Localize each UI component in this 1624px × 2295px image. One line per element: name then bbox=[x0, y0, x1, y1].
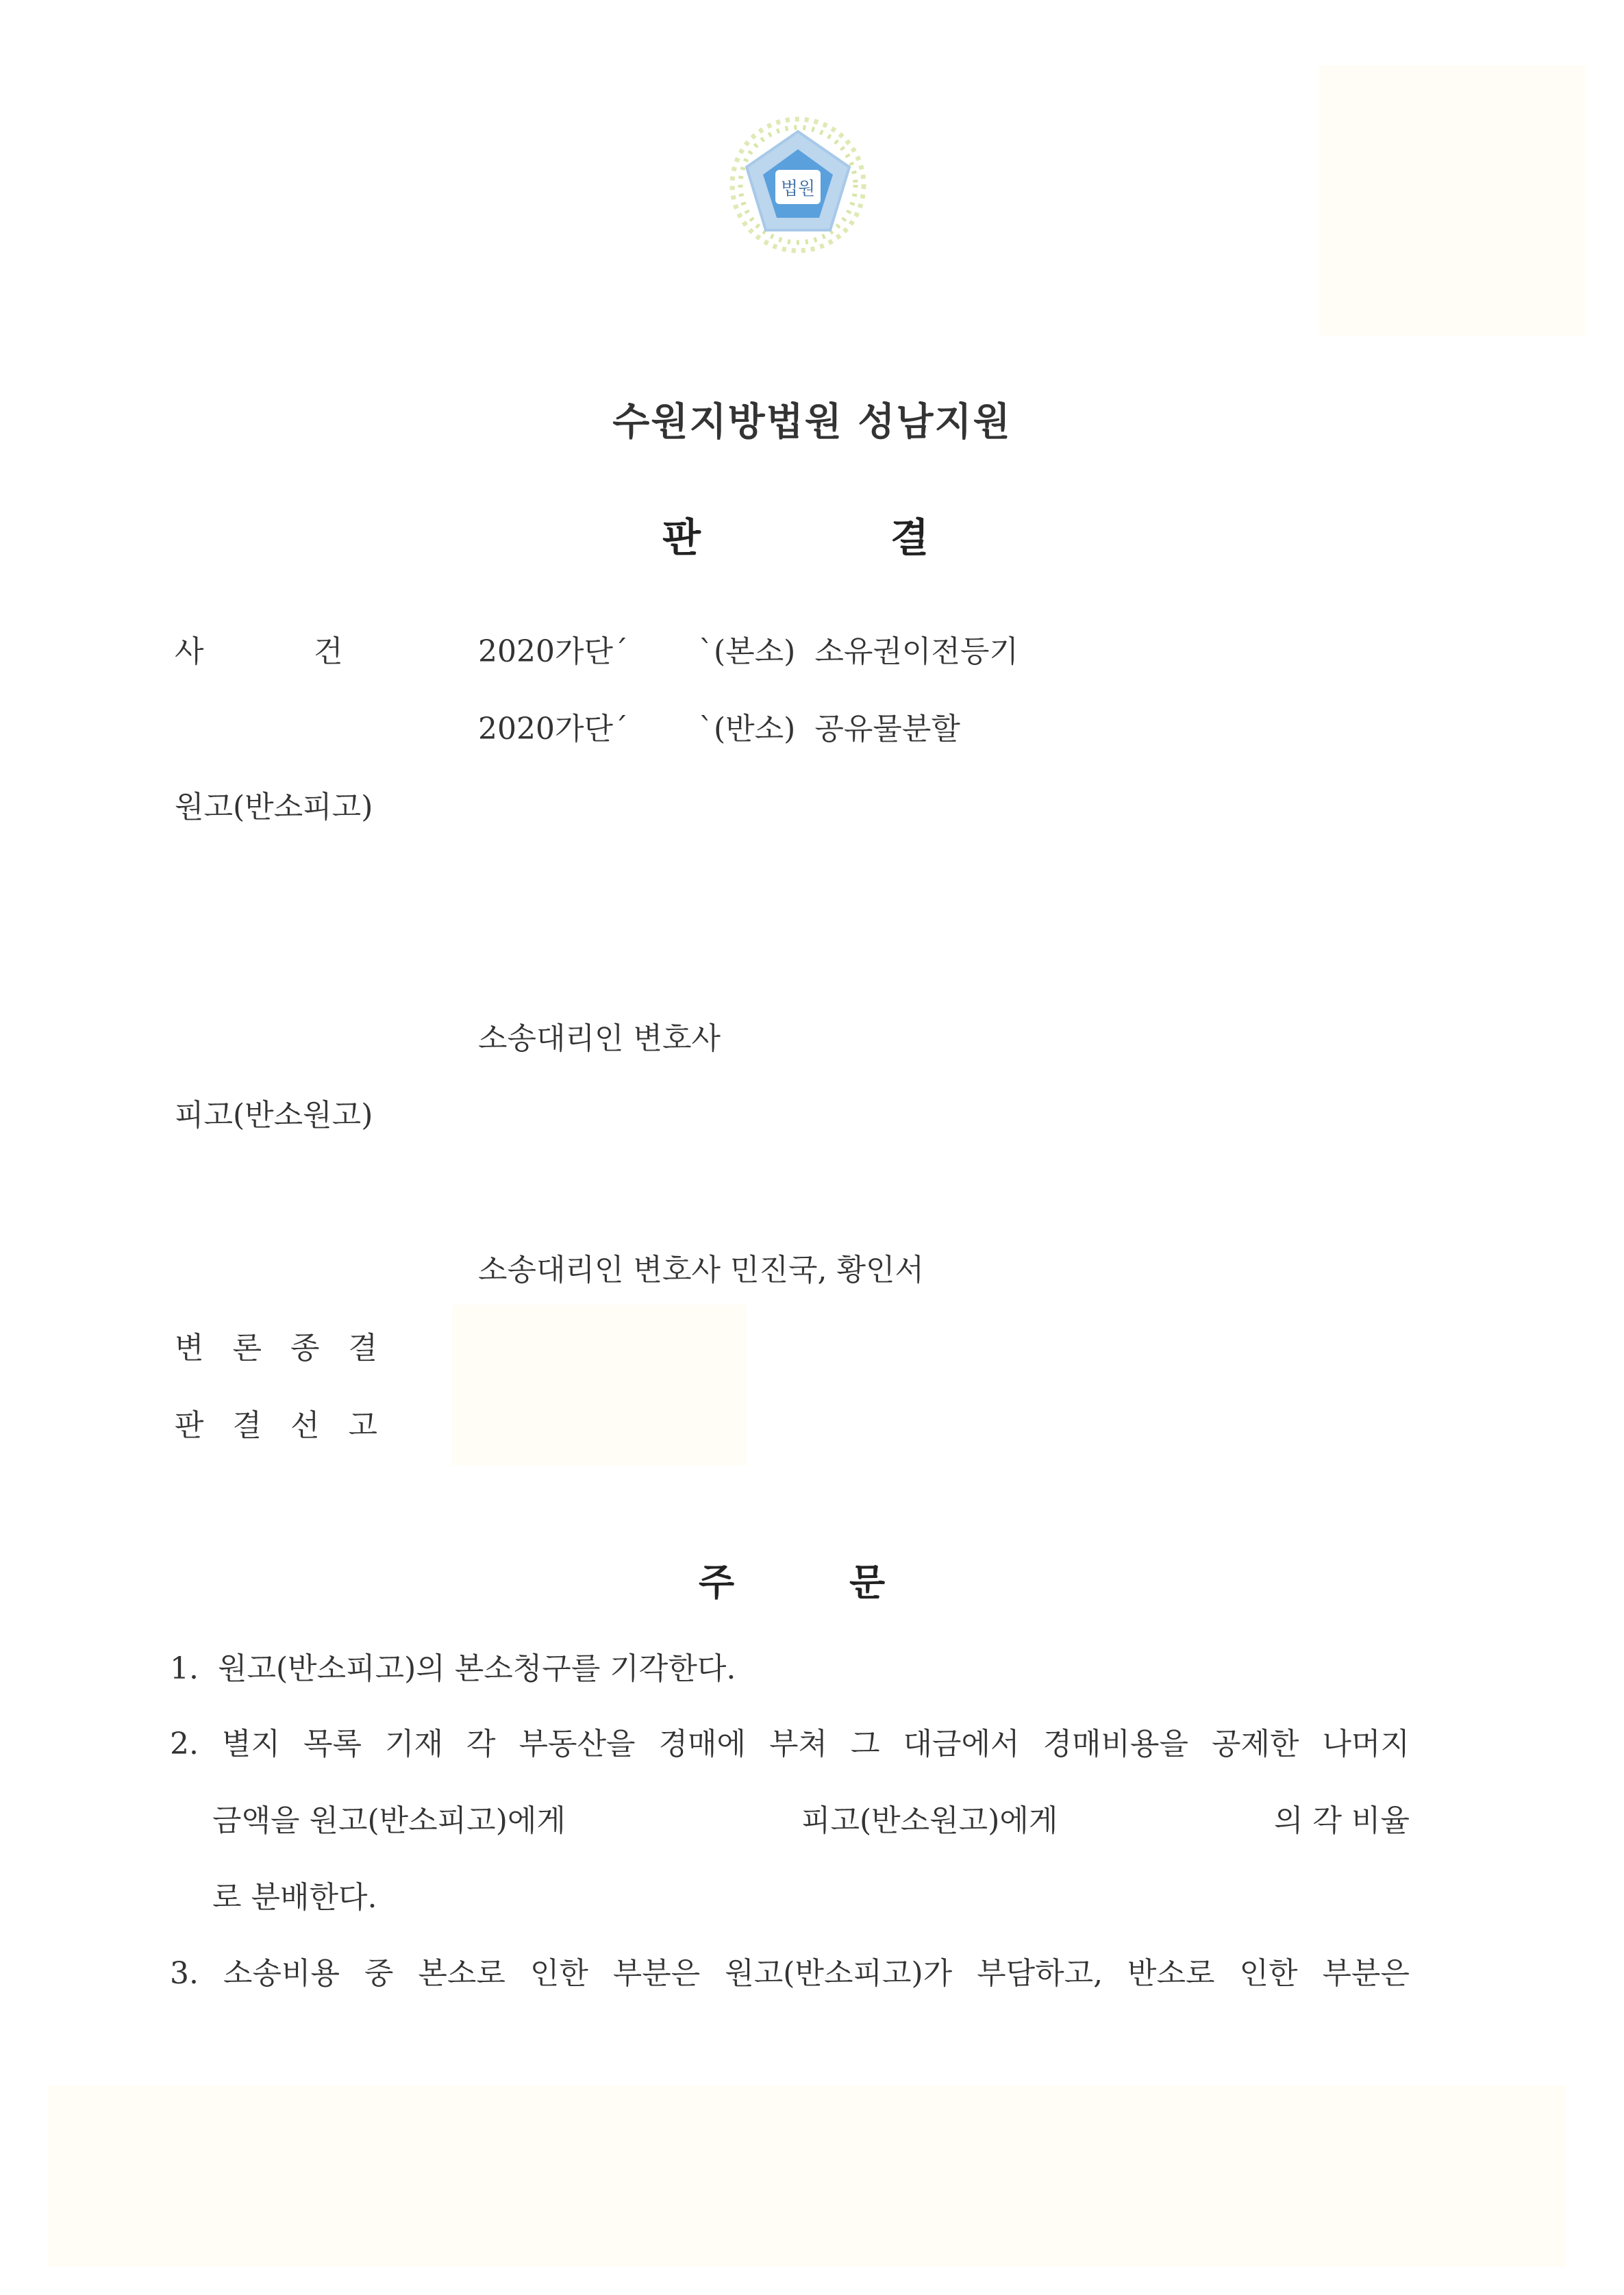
order-item-2-line-1: 2. 별지 목록 기재 각 부동산을 경매에 부쳐 그 대금에서 경매비용을 공제한 나머지 bbox=[170, 1727, 1410, 1761]
case-line1-rest: `(본소) 소유권이전등기 bbox=[699, 634, 1019, 669]
defendant-label: 피고(반소원고) bbox=[175, 1098, 373, 1133]
order-item-2-line-2a: 금액을 원고(반소피고)에게 bbox=[212, 1803, 566, 1838]
plaintiff-label: 원고(반소피고) bbox=[175, 790, 373, 825]
case-line2-rest: `(반소) 공유물분할 bbox=[699, 712, 960, 747]
order-item-3-line-1: 3. 소송비용 중 본소로 인한 부분은 원고(반소피고)가 부담하고, 반소로 인한 부분은 bbox=[170, 1956, 1410, 1991]
redaction-top-right bbox=[1319, 65, 1586, 336]
defendant-counsel: 소송대리인 변호사 민진국, 황인서 bbox=[478, 1253, 924, 1288]
closing-label: 변 론 종 결 bbox=[175, 1331, 387, 1366]
case-line1-no: 2020가단´ bbox=[478, 634, 628, 669]
case-label-right: 건 bbox=[314, 634, 343, 669]
plaintiff-counsel: 소송대리인 변호사 bbox=[478, 1021, 721, 1056]
doc-title-left: 판 bbox=[662, 514, 701, 561]
seal-text: 법원 bbox=[780, 179, 816, 199]
redaction-footer bbox=[48, 2085, 1565, 2267]
judgment-label: 판 결 선 고 bbox=[175, 1408, 387, 1443]
case-label-left: 사 bbox=[175, 634, 204, 669]
order-item-1: 1. 원고(반소피고)의 본소청구를 기각한다. bbox=[170, 1651, 736, 1686]
case-line2-no: 2020가단´ bbox=[478, 712, 628, 747]
order-item-2-line-3: 로 분배한다. bbox=[212, 1880, 377, 1915]
order-title-left: 주 bbox=[699, 1561, 735, 1604]
redaction-dates bbox=[452, 1305, 747, 1466]
doc-title-right: 결 bbox=[890, 514, 929, 561]
order-item-2-line-2b: 피고(반소원고)에게 bbox=[801, 1803, 1058, 1838]
order-title-right: 문 bbox=[849, 1561, 886, 1604]
order-item-2-line-2c: 의 각 비율 bbox=[1274, 1803, 1410, 1838]
court-name: 수원지방법원 성남지원 bbox=[612, 400, 1012, 444]
court-seal-icon bbox=[719, 110, 877, 260]
